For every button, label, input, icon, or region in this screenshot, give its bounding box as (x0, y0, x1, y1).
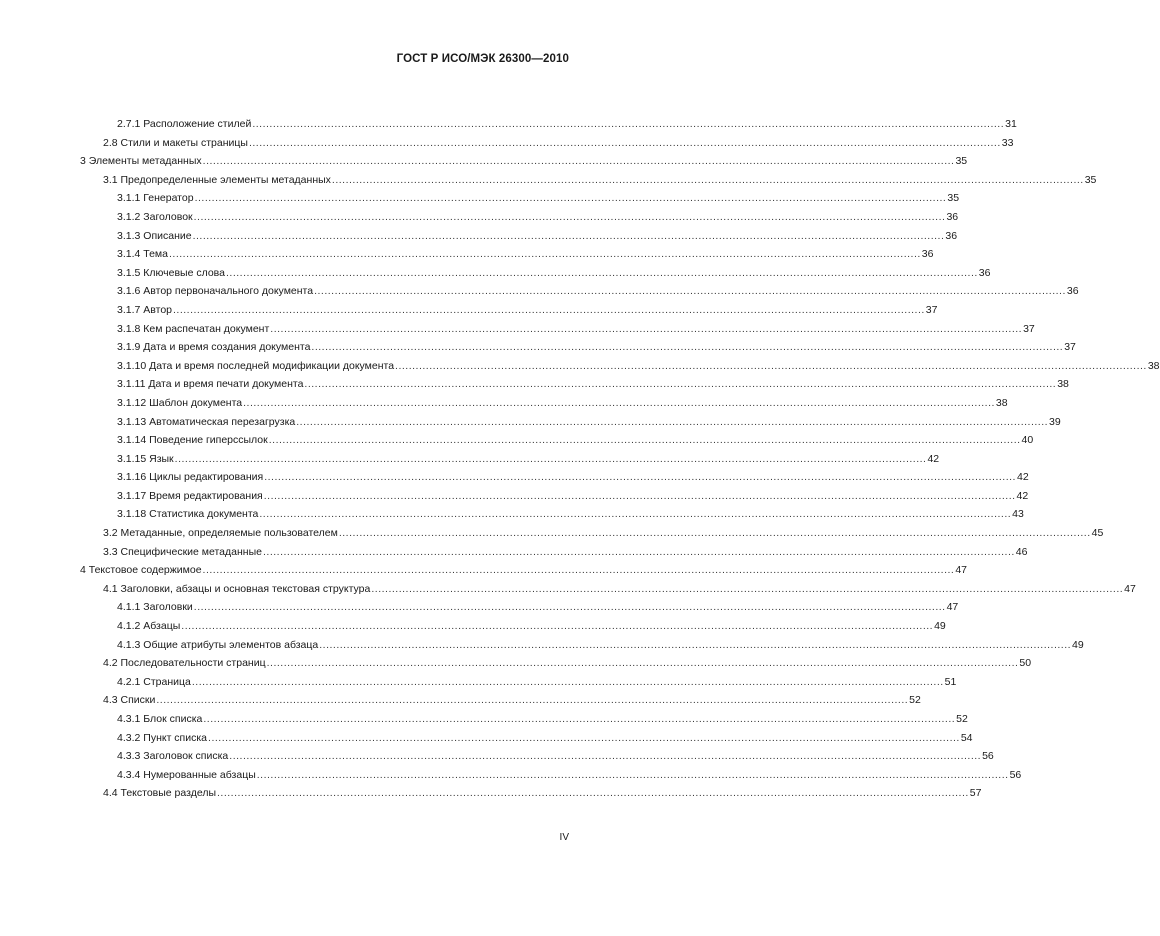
toc-entry-page: 54 (960, 731, 973, 744)
toc-entry[interactable] (80, 301, 938, 320)
toc-entry[interactable] (80, 227, 958, 246)
toc-entry[interactable] (80, 524, 1104, 543)
toc-leader-dots: ............................................................................................................................................................................................................................ (314, 285, 1066, 298)
toc-entry-page: 45 (1091, 527, 1104, 540)
toc-leader-dots: ............................................................................................................................................................................................................................ (263, 489, 1016, 502)
toc-entry[interactable] (80, 636, 1084, 655)
toc-entry-title: 3.1.11 Дата и время печати документа (117, 378, 304, 391)
toc-leader-dots: ............................................................................................................................................................................................................................ (248, 136, 1001, 149)
toc-entry[interactable] (80, 784, 982, 803)
toc-entry-title: 3.3 Специфические метаданные (103, 545, 262, 558)
toc-entry[interactable] (80, 580, 1136, 599)
toc-entry-page: 51 (944, 675, 957, 688)
toc-entry-page: 36 (921, 248, 934, 261)
toc-entry-title: 3.1.13 Автоматическая перезагрузка (117, 415, 296, 428)
toc-leader-dots: ............................................................................................................................................................................................................................ (262, 545, 1015, 558)
toc-entry[interactable] (80, 766, 1022, 785)
toc-leader-dots: ............................................................................................................................................................................................................................ (181, 620, 934, 633)
toc-entry-page: 37 (925, 303, 938, 316)
toc-entry-title: 4 Текстовое содержимое (80, 564, 202, 577)
toc-entry[interactable] (80, 115, 1017, 134)
toc-entry[interactable] (80, 171, 1097, 190)
toc-entry-page: 33 (1001, 136, 1014, 149)
toc-entry-page: 50 (1019, 657, 1032, 670)
toc-entry-title: 4.1.1 Заголовки (117, 601, 193, 614)
toc-entry-title: 2.7.1 Расположение стилей (117, 118, 252, 130)
toc-entry[interactable] (80, 264, 991, 283)
toc-entry-title: 3 Элементы метаданных (80, 155, 202, 168)
toc-entry[interactable] (80, 729, 973, 748)
toc-leader-dots: ............................................................................................................................................................................................................................ (331, 173, 1084, 186)
toc-entry-page: 52 (956, 713, 968, 725)
toc-entry-title: 3.1.9 Дата и время создания документа (117, 341, 311, 354)
toc-entry[interactable] (80, 561, 968, 580)
toc-leader-dots: ............................................................................................................................................................................................................................ (191, 675, 944, 688)
toc-leader-dots: ............................................................................................................................................................................................................................ (225, 266, 978, 279)
toc-entry-title: 3.1.14 Поведение гиперссылок (117, 434, 268, 447)
toc-entry-page: 46 (1015, 545, 1028, 558)
toc-entry-title: 3.1.7 Автор (117, 303, 172, 316)
table-of-contents (80, 115, 1160, 803)
toc-leader-dots: ............................................................................................................................................................................................................................ (395, 359, 1147, 372)
toc-entry-page: 36 (1066, 285, 1079, 298)
toc-entry[interactable] (80, 394, 1008, 413)
toc-entry[interactable] (80, 543, 1028, 562)
toc-leader-dots: ............................................................................................................................................................................................................................ (174, 452, 927, 465)
toc-leader-dots: ............................................................................................................................................................................................................................ (193, 210, 946, 223)
toc-entry[interactable] (80, 673, 957, 692)
toc-leader-dots: ............................................................................................................................................................................................................................ (338, 527, 1091, 540)
toc-leader-dots: ............................................................................................................................................................................................................................ (304, 378, 1057, 391)
toc-leader-dots: ............................................................................................................................................................................................................................ (156, 694, 909, 707)
toc-entry-title: 4.3.4 Нумерованные абзацы (117, 768, 256, 781)
toc-entry[interactable] (80, 691, 921, 710)
toc-leader-dots: ............................................................................................................................................................................................................................ (311, 341, 1064, 354)
toc-leader-dots: ............................................................................................................................................................................................................................ (192, 229, 945, 242)
toc-entry-page: 36 (946, 210, 959, 223)
toc-leader-dots: ............................................................................................................................................................................................................................ (266, 657, 1019, 670)
toc-leader-dots: ............................................................................................................................................................................................................................ (193, 601, 946, 614)
toc-entry-title: 3.1.5 Ключевые слова (117, 266, 225, 279)
toc-leader-dots: ............................................................................................................................................................................................................................ (319, 638, 1072, 651)
toc-leader-dots: ............................................................................................................................................................................................................................ (194, 192, 947, 205)
toc-leader-dots: ............................................................................................................................................................................................................................ (169, 248, 921, 261)
toc-entry-title: 3.1.15 Язык (117, 452, 174, 465)
toc-entry-title: 3.1.2 Заголовок (117, 210, 193, 223)
toc-entry-page: 40 (1021, 434, 1034, 447)
toc-entry-page: 37 (1064, 341, 1076, 354)
toc-entry-title: 3.1.18 Статистика документа (117, 508, 259, 521)
toc-leader-dots: ............................................................................................................................................................................................................................ (203, 713, 956, 725)
toc-entry-title: 4.3.2 Пункт списка (117, 731, 208, 744)
toc-entry[interactable] (80, 431, 1034, 450)
toc-entry-title: 3.1.8 Кем распечатан документ (117, 322, 270, 335)
toc-entry[interactable] (80, 320, 1035, 339)
toc-entry-page: 47 (955, 564, 968, 577)
toc-entry[interactable] (80, 468, 1029, 487)
toc-entry-title: 3.1.10 Дата и время последней модификации документа (117, 359, 395, 372)
toc-entry-page: 42 (1016, 489, 1029, 502)
toc-entry-page: 35 (1084, 173, 1097, 186)
toc-entry[interactable] (80, 189, 960, 208)
toc-entry-title: 3.1.16 Циклы редактирования (117, 471, 264, 484)
toc-leader-dots: ............................................................................................................................................................................................................................ (296, 415, 1049, 428)
toc-entry-page: 36 (945, 229, 958, 242)
toc-entry[interactable] (80, 747, 994, 766)
toc-entry-title: 4.3.1 Блок списка (117, 713, 203, 725)
toc-entry-title: 3.1.1 Генератор (117, 192, 194, 205)
toc-entry[interactable] (80, 282, 1079, 301)
toc-entry-title: 4.3 Списки (103, 694, 156, 707)
toc-entry-page: 37 (1023, 322, 1035, 335)
toc-entry-page: 35 (947, 192, 960, 205)
toc-entry[interactable] (80, 338, 1076, 357)
toc-leader-dots: ............................................................................................................................................................................................................................ (270, 322, 1023, 335)
toc-entry[interactable] (80, 505, 1024, 524)
toc-entry-page: 57 (969, 787, 982, 800)
toc-entry[interactable] (80, 208, 959, 227)
toc-entry-title: 3.1.3 Описание (117, 229, 192, 242)
toc-entry-title: 3.1.12 Шаблон документа (117, 396, 243, 409)
toc-entry-title: 4.2 Последовательности страниц (103, 657, 266, 670)
toc-entry[interactable] (80, 245, 934, 264)
toc-entry-page: 39 (1049, 415, 1061, 428)
toc-entry-page: 47 (1124, 582, 1136, 595)
page-number: IV (559, 832, 569, 843)
toc-leader-dots: ............................................................................................................................................................................................................................ (229, 750, 982, 763)
toc-entry[interactable] (80, 598, 959, 617)
toc-entry[interactable] (80, 375, 1069, 394)
toc-leader-dots: ............................................................................................................................................................................................................................ (217, 787, 969, 800)
toc-entry[interactable] (80, 357, 1160, 376)
toc-entry-page: 56 (1009, 768, 1022, 781)
toc-entry-title: 2.8 Стили и макеты страницы (103, 136, 248, 149)
toc-entry-title: 4.2.1 Страница (117, 675, 191, 688)
toc-entry[interactable] (80, 654, 1032, 673)
toc-entry-title: 3.2 Метаданные, определяемые пользователем (103, 527, 338, 540)
toc-leader-dots: ............................................................................................................................................................................................................................ (202, 155, 955, 168)
toc-entry-title: 4.1.2 Абзацы (117, 620, 181, 633)
toc-leader-dots: ............................................................................................................................................................................................................................ (202, 564, 955, 577)
toc-entry[interactable] (80, 413, 1061, 432)
document-header: ГОСТ Р ИСО/МЭК 26300—2010 (396, 53, 569, 65)
toc-entry[interactable] (80, 710, 968, 729)
toc-entry[interactable] (80, 134, 1014, 153)
toc-entry-page: 52 (909, 694, 921, 707)
toc-leader-dots: ............................................................................................................................................................................................................................ (208, 731, 960, 744)
toc-leader-dots: ............................................................................................................................................................................................................................ (173, 303, 925, 316)
toc-entry-title: 3.1 Предопределенные элементы метаданных (103, 173, 331, 186)
toc-entry-title: 3.1.6 Автор первоначального документа (117, 285, 314, 298)
toc-entry-page: 49 (1072, 638, 1084, 651)
toc-entry[interactable] (80, 152, 968, 171)
toc-entry-page: 47 (946, 601, 959, 614)
toc-leader-dots: ............................................................................................................................................................................................................................ (259, 508, 1012, 521)
toc-entry-page: 49 (934, 620, 946, 633)
toc-entry[interactable] (80, 487, 1029, 506)
toc-entry-title: 3.1.17 Время редактирования (117, 489, 263, 502)
toc-entry-title: 4.1.3 Общие атрибуты элементов абзаца (117, 638, 319, 651)
toc-entry-page: 42 (1016, 471, 1029, 484)
toc-entry-title: 3.1.4 Тема (117, 248, 168, 261)
toc-leader-dots: ............................................................................................................................................................................................................................ (252, 118, 1005, 130)
toc-leader-dots: ............................................................................................................................................................................................................................ (268, 434, 1021, 447)
toc-entry[interactable] (80, 617, 946, 636)
toc-entry-title: 4.4 Текстовые разделы (103, 787, 216, 800)
toc-entry-page: 38 (1057, 378, 1069, 391)
toc-entry[interactable] (80, 450, 940, 469)
toc-entry-page: 31 (1005, 118, 1017, 130)
toc-entry-page: 38 (1147, 359, 1160, 372)
toc-entry-page: 43 (1012, 508, 1024, 521)
toc-leader-dots: ............................................................................................................................................................................................................................ (243, 396, 995, 409)
toc-entry-page: 36 (978, 266, 991, 279)
toc-leader-dots: ............................................................................................................................................................................................................................ (371, 582, 1124, 595)
toc-entry-page: 38 (995, 396, 1008, 409)
toc-entry-page: 56 (982, 750, 994, 763)
toc-entry-page: 42 (927, 452, 940, 465)
toc-entry-title: 4.3.3 Заголовок списка (117, 750, 229, 763)
toc-entry-page: 35 (955, 155, 968, 168)
toc-entry-title: 4.1 Заголовки, абзацы и основная текстовая структура (103, 582, 371, 595)
toc-leader-dots: ............................................................................................................................................................................................................................ (256, 768, 1009, 781)
toc-leader-dots: ............................................................................................................................................................................................................................ (264, 471, 1016, 484)
